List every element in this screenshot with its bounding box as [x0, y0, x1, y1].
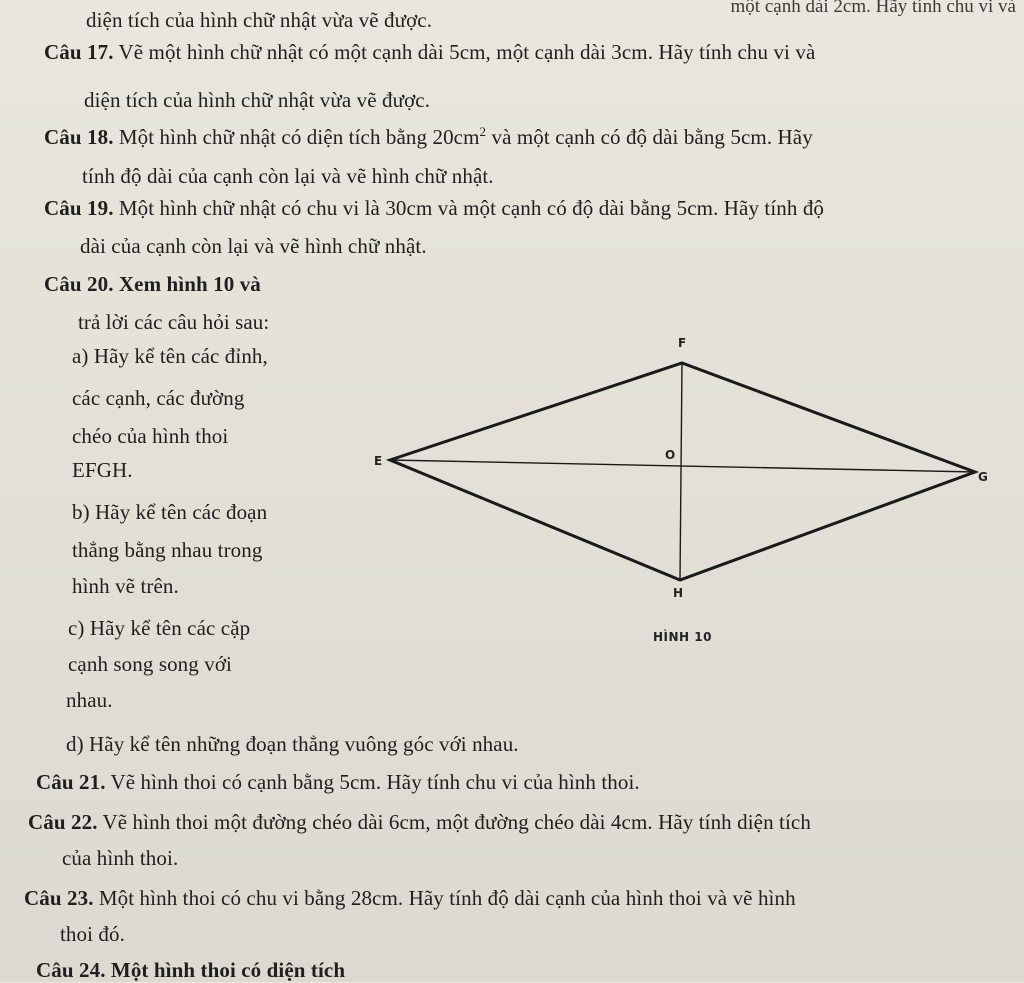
- question-17: [44, 40, 815, 65]
- question-23: [24, 886, 796, 911]
- question-label: Câu 22.: [28, 810, 98, 834]
- text-line: các cạnh, các đường: [72, 386, 245, 410]
- question-text: Vẽ hình thoi có cạnh bằng 5cm. Hãy tính chu vi của hình thoi.: [105, 770, 640, 794]
- question-text: Vẽ hình thoi một đường chéo dài 6cm, một đường chéo dài 4cm. Hãy tính diện tích: [97, 810, 811, 834]
- question-20-label: Câu 20. Xem hình 10 và: [44, 272, 261, 296]
- question-label: Câu 18.: [44, 125, 114, 149]
- question-21: [36, 770, 640, 795]
- vertex-label-h: H: [673, 586, 684, 600]
- question-text: Vẽ một hình chữ nhật có một cạnh dài 5cm, một cạnh dài 3cm. Hãy tính chu vi và: [113, 40, 816, 64]
- text-line: nhau.: [66, 688, 113, 712]
- text-line: c) Hãy kể tên các cặp: [68, 616, 251, 640]
- text-line: EFGH.: [72, 458, 133, 482]
- question-label: Câu 19.: [44, 196, 114, 220]
- text-line: diện tích của hình chữ nhật vừa vẽ được.: [86, 8, 433, 32]
- text-line: hình vẽ trên.: [72, 574, 179, 598]
- figure-rhombus-efgh: [360, 330, 1010, 650]
- center-label-o: O: [665, 448, 676, 462]
- text-line: thoi đó.: [60, 922, 125, 946]
- question-text: và một cạnh có độ dài bằng 5cm. Hãy: [486, 125, 813, 149]
- text-line: diện tích của hình chữ nhật vừa vẽ được.: [84, 88, 431, 112]
- text-line: tính độ dài của cạnh còn lại và vẽ hình chữ nhật.: [82, 164, 494, 188]
- question-22: [28, 810, 811, 835]
- question-text: Một hình thoi có chu vi bằng 28cm. Hãy tính độ dài cạnh của hình thoi và vẽ hình: [93, 886, 796, 910]
- rhombus-outline: [390, 363, 975, 580]
- diagonal-fh: [680, 363, 682, 580]
- text-line: của hình thoi.: [62, 846, 179, 870]
- text-line: trả lời các câu hỏi sau:: [78, 310, 270, 334]
- cut-off-top-line: một cạnh dài 2cm. Hãy tính chu vi và: [730, 0, 1016, 17]
- rhombus-diagram: [360, 330, 1010, 650]
- vertex-label-f: F: [678, 336, 687, 350]
- text-line: d) Hãy kể tên những đoạn thẳng vuông góc với nhau.: [66, 732, 519, 756]
- question-24-partial: Câu 24. Một hình thoi có diện tích: [36, 958, 346, 982]
- text-line: dài của cạnh còn lại và vẽ hình chữ nhật.: [80, 234, 427, 258]
- diagonal-eg: [390, 460, 975, 472]
- text-line: a) Hãy kể tên các đỉnh,: [72, 344, 268, 368]
- question-label: Câu 17.: [44, 40, 114, 64]
- text-line: chéo của hình thoi: [72, 424, 229, 448]
- question-label: Câu 23.: [24, 886, 94, 910]
- superscript: 2: [479, 124, 487, 139]
- text-line: cạnh song song với: [68, 652, 232, 676]
- question-text: Một hình chữ nhật có chu vi là 30cm và một cạnh có độ dài bằng 5cm. Hãy tính độ: [113, 196, 825, 220]
- question-text: Một hình chữ nhật có diện tích bằng 20cm: [113, 125, 480, 149]
- vertex-label-e: E: [374, 454, 383, 468]
- text-line: thẳng bằng nhau trong: [72, 538, 263, 562]
- vertex-label-g: G: [978, 470, 988, 484]
- question-19: [44, 196, 824, 221]
- question-label: Câu 21.: [36, 770, 106, 794]
- text-line: b) Hãy kể tên các đoạn: [72, 500, 268, 524]
- figure-caption: HÌNH 10: [653, 630, 712, 644]
- question-18: [44, 124, 813, 150]
